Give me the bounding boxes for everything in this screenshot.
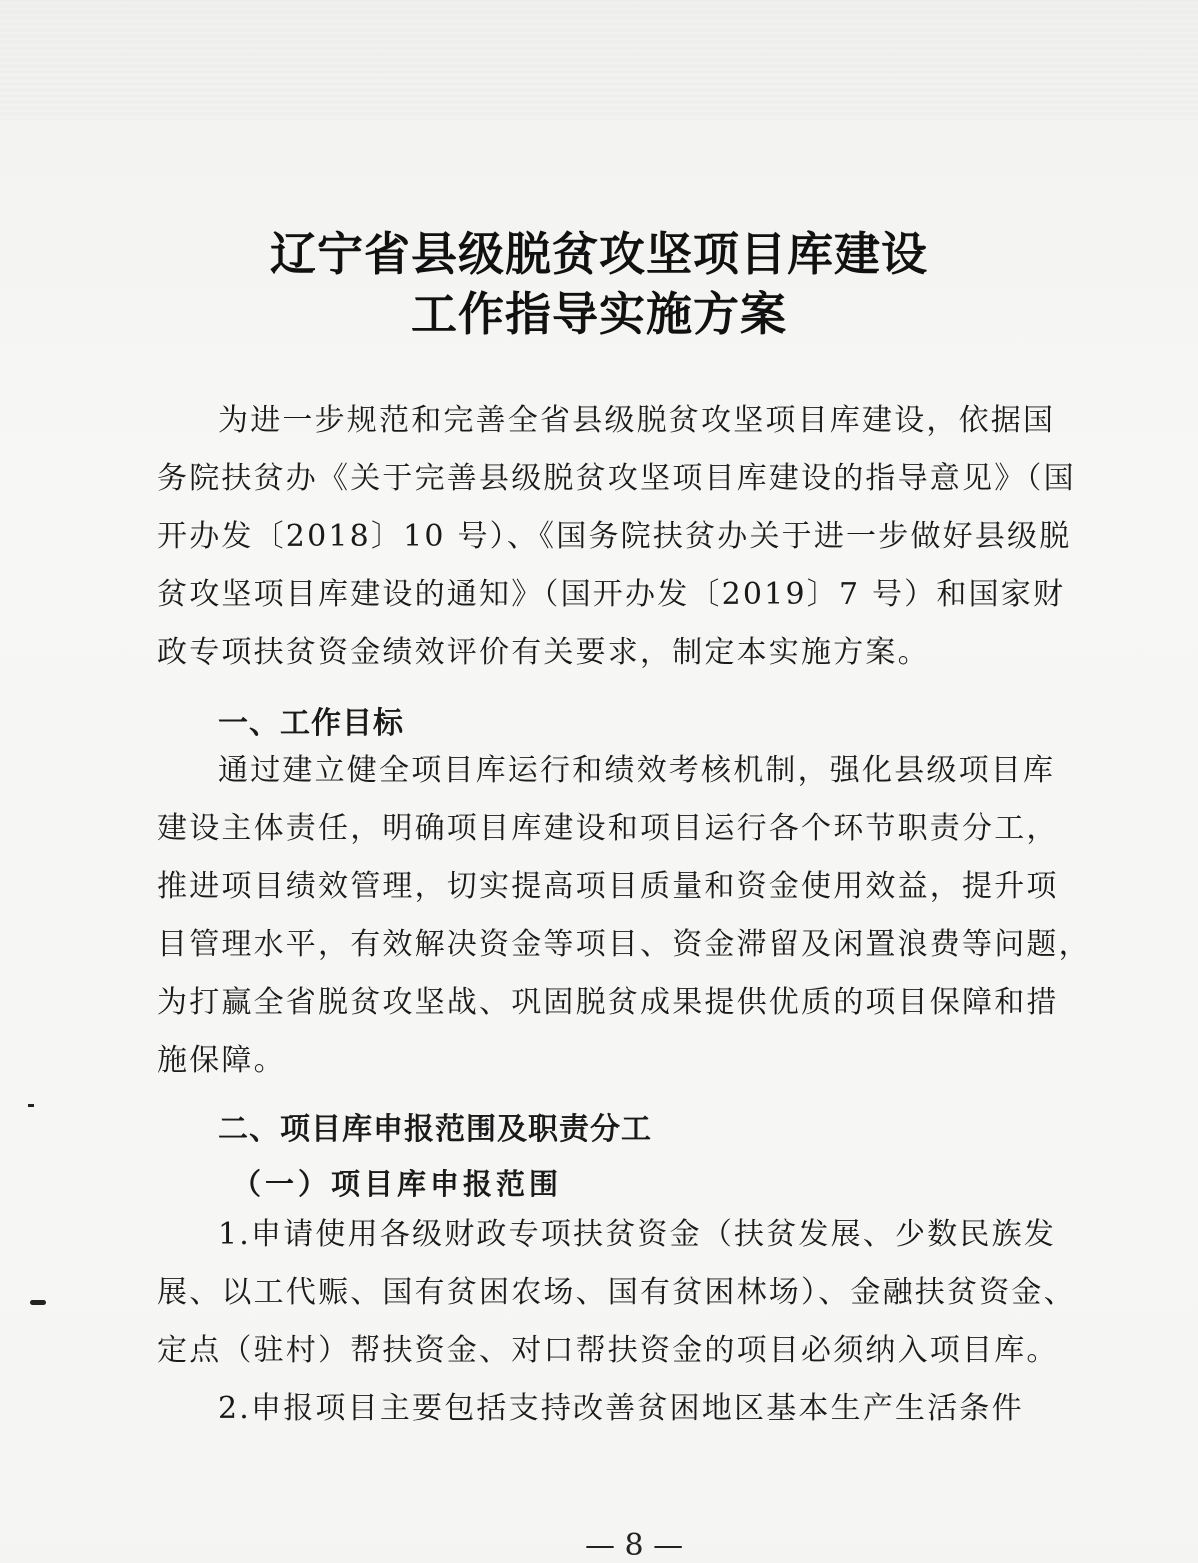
paragraph-line: 政专项扶贫资金绩效评价有关要求，制定本实施方案。 [157, 635, 930, 670]
paragraph-line: 为打赢全省脱贫攻坚战、巩固脱贫成果提供优质的项目保障和措 [157, 985, 1059, 1020]
paragraph-line: 定点（驻村）帮扶资金、对口帮扶资金的项目必须纳入项目库。 [157, 1333, 1059, 1368]
paragraph-line: 务院扶贫办《关于完善县级脱贫攻坚项目库建设的指导意见》（国 [157, 461, 1076, 496]
paragraph-line: 建设主体责任，明确项目库建设和项目运行各个环节职责分工， [157, 811, 1059, 846]
scan-shading [0, 0, 1198, 120]
scan-speck [30, 1300, 46, 1305]
paragraph-line: 开办发〔2018〕10 号）、《国务院扶贫办关于进一步做好县级脱 [157, 519, 1072, 554]
subsection-heading: （一）项目库申报范围 [232, 1167, 563, 1201]
document-title-line-2: 工作指导实施方案 [411, 287, 787, 341]
document-title-line-1: 辽宁省县级脱贫攻坚项目库建设 [270, 227, 928, 281]
paragraph-line: 贫攻坚项目库建设的通知》（国开办发〔2019〕7 号）和国家财 [157, 577, 1066, 612]
paragraph-line: 1.申请使用各级财政专项扶贫资金（扶贫发展、少数民族发 [218, 1217, 1057, 1252]
section-heading-1: 一、工作目标 [218, 706, 404, 741]
paragraph-line: 通过建立健全项目库运行和绩效考核机制，强化县级项目库 [218, 753, 1056, 788]
paragraph-line: 2.申报项目主要包括支持改善贫困地区基本生产生活条件 [218, 1391, 1024, 1426]
paragraph-line: 为进一步规范和完善全省县级脱贫攻坚项目库建设，依据国 [218, 403, 1056, 438]
section-heading-2: 二、项目库申报范围及职责分工 [218, 1112, 652, 1147]
paragraph-line: 施保障。 [157, 1043, 286, 1078]
page-number: — 8 — [585, 1528, 684, 1563]
paragraph-line: 展、以工代赈、国有贫困农场、国有贫困林场）、金融扶贫资金、 [157, 1275, 1076, 1310]
paragraph-line: 推进项目绩效管理，切实提高项目质量和资金使用效益，提升项 [157, 869, 1059, 904]
paragraph-line: 目管理水平，有效解决资金等项目、资金滞留及闲置浪费等问题， [157, 927, 1091, 962]
scan-speck [28, 1104, 34, 1107]
